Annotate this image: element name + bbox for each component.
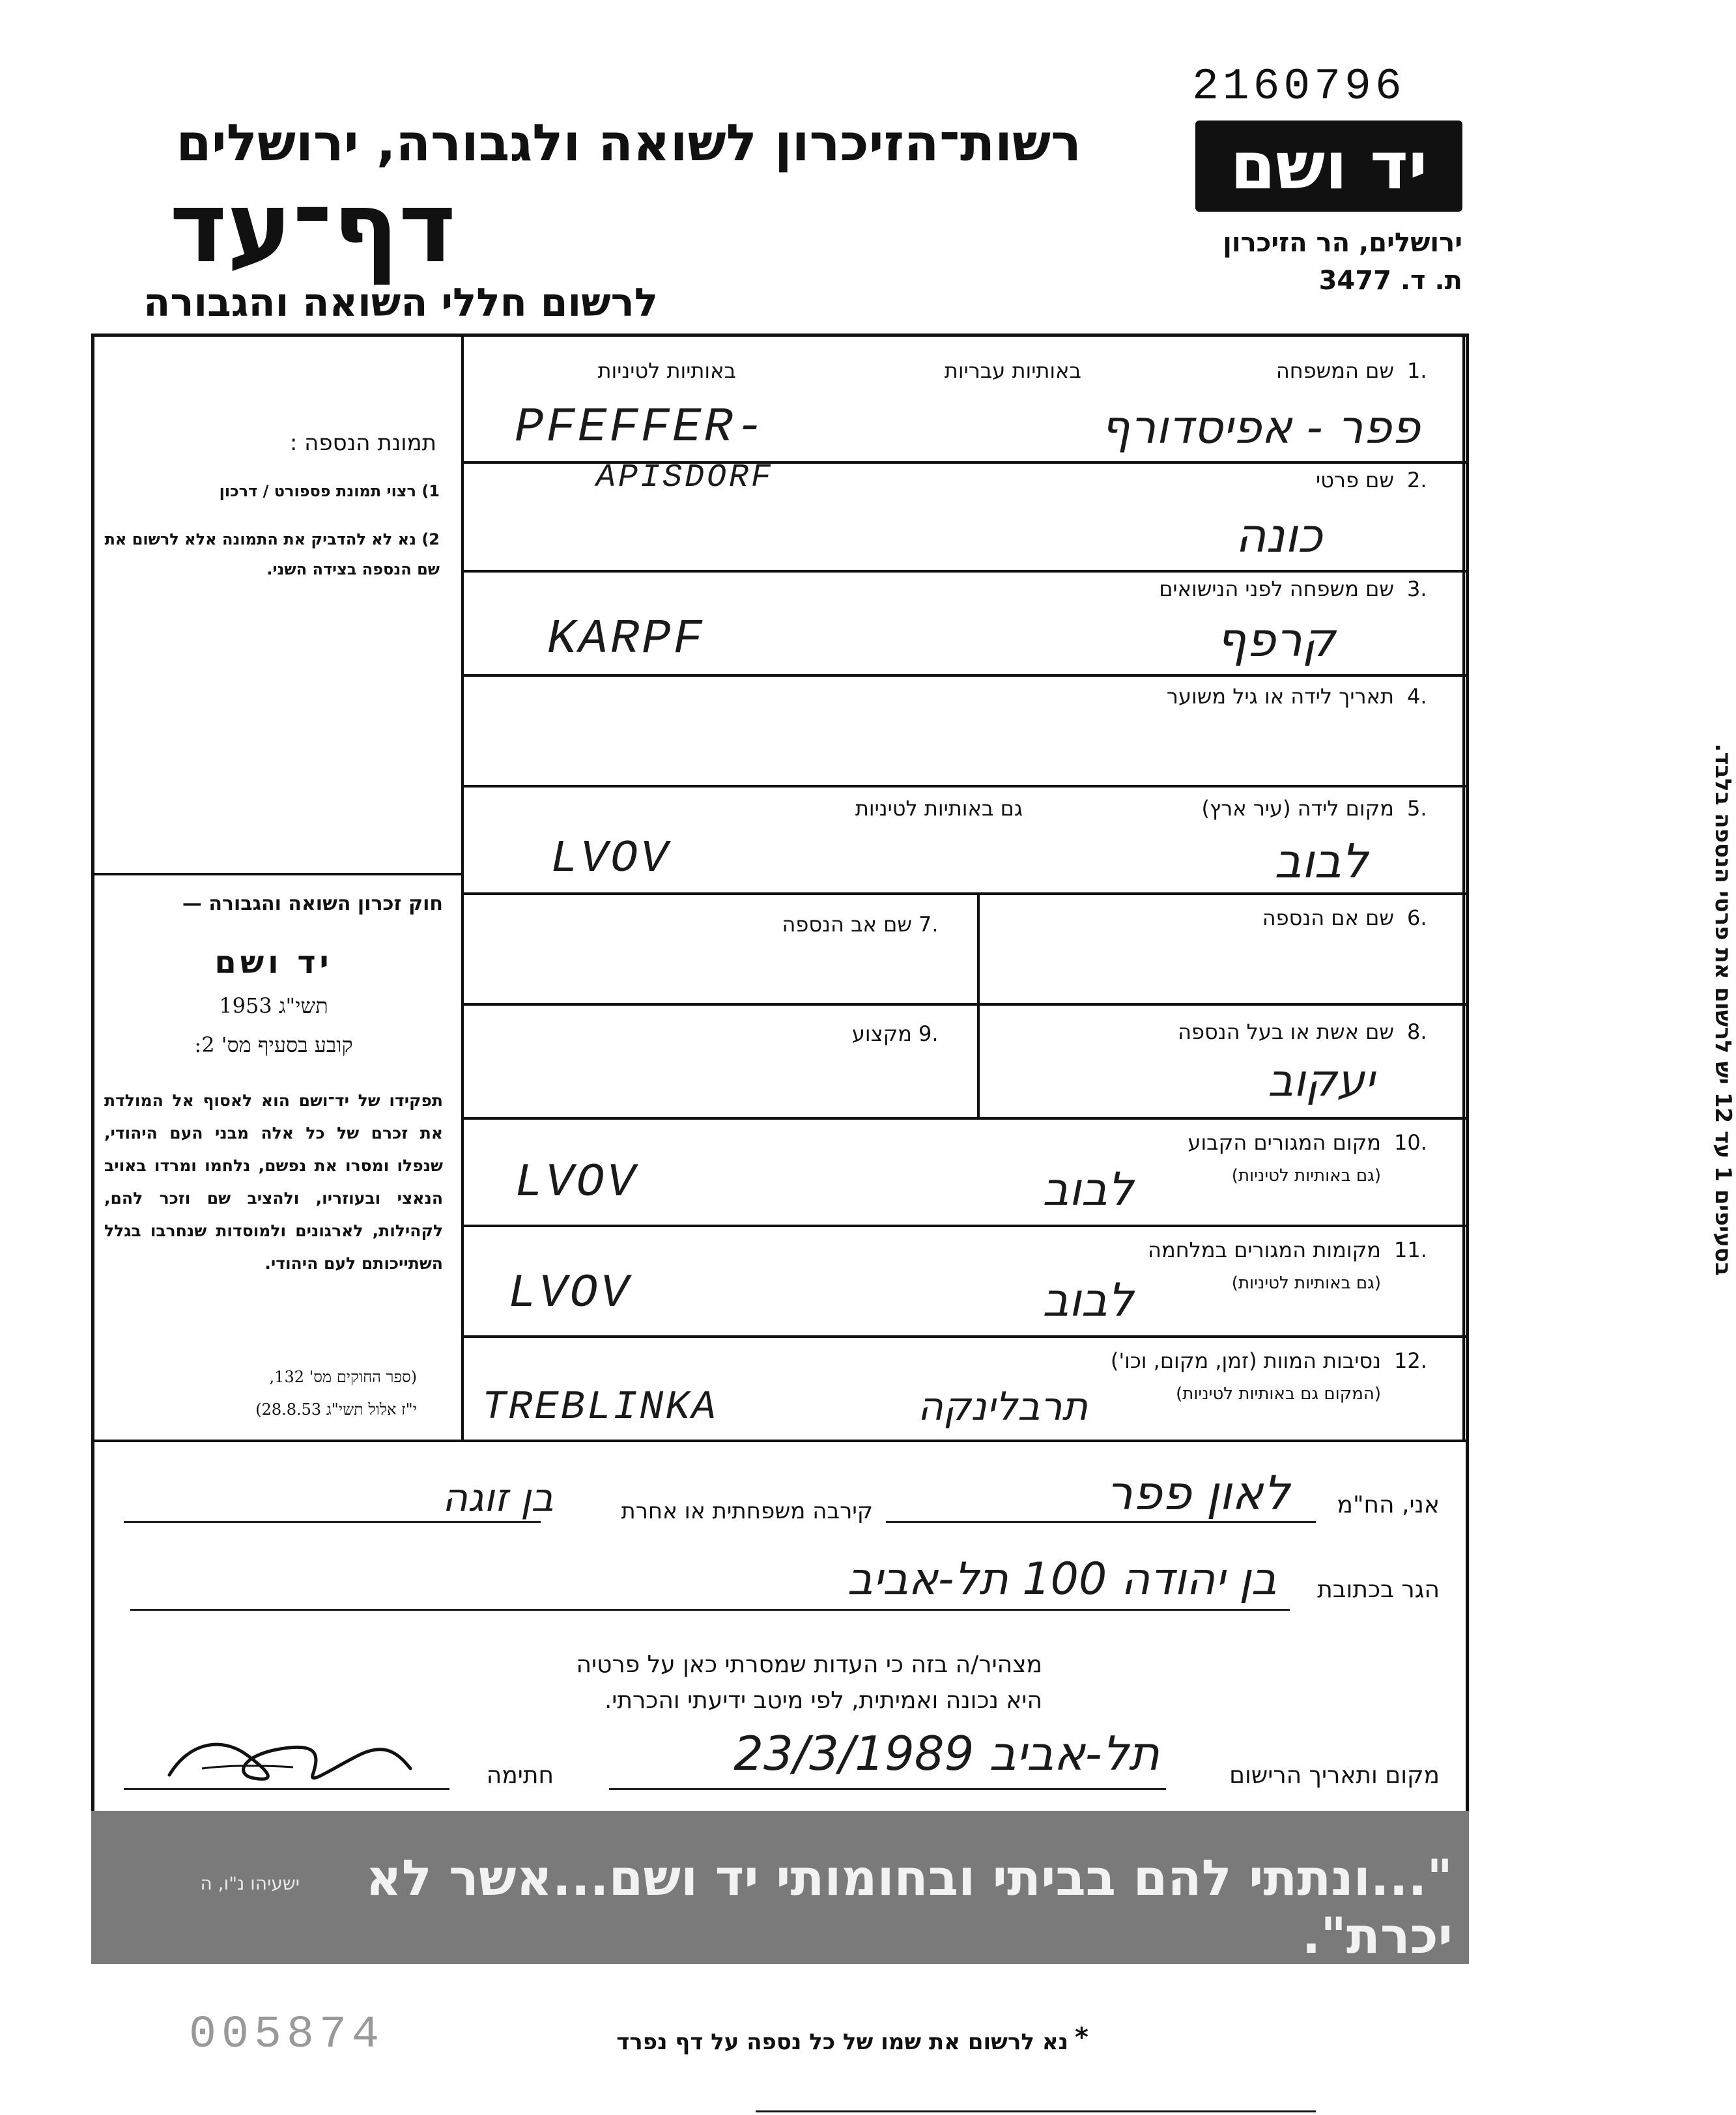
field-8-label: שם אשת או בעל הנספה bbox=[1178, 1019, 1394, 1044]
declarant-label: אני, הח"מ bbox=[1337, 1492, 1440, 1518]
field-1-latin-value: PFEFFER- bbox=[515, 401, 767, 455]
banner-source: ישעיהו נ"ו, ה bbox=[200, 1873, 300, 1894]
photo-law-divider bbox=[91, 873, 462, 875]
field-1-hebrew-header: באותיות עבריות bbox=[944, 358, 1081, 383]
row-split-6-9 bbox=[977, 892, 980, 1117]
field-5-number: 5. bbox=[1407, 796, 1427, 821]
side-note: בסעיפים 1 עד 12 יש לרשום את פרטי הנספה בלבד. bbox=[1710, 743, 1736, 1276]
place-date-value: תל-אביב 23/3/1989 bbox=[733, 1726, 1160, 1781]
field-1-latin-value-2: APISDORF bbox=[596, 459, 774, 496]
banner-quote: "...ונתתי להם בביתי ובחומותי יד ושם...אשר לא יכרת". bbox=[365, 1849, 1453, 1965]
row-sep-5 bbox=[461, 892, 1466, 895]
field-11-label: מקומות המגורים במלחמה bbox=[1148, 1238, 1381, 1262]
field-1-label: שם המשפחה bbox=[1275, 358, 1394, 383]
declarant-name-value: לאון פפר bbox=[1106, 1466, 1290, 1520]
yad-vashem-logo bbox=[1195, 121, 1462, 212]
signature-mark bbox=[163, 1729, 423, 1795]
footer-asterisk: * bbox=[1075, 2023, 1089, 2052]
declarant-name-line bbox=[886, 1521, 1316, 1523]
field-2-hebrew-value: כונה bbox=[1235, 508, 1322, 563]
field-5-latin-header: גם באותיות לטיניות bbox=[855, 796, 1023, 821]
row-sep-4 bbox=[461, 785, 1466, 788]
quote-banner bbox=[91, 1811, 1469, 1964]
row-sep-6 bbox=[461, 1003, 1466, 1006]
field-5-label: מקום לידה (עיר ארץ) bbox=[1201, 796, 1394, 821]
field-1-number: 1. bbox=[1407, 358, 1427, 383]
field-3-latin-value: KARPF bbox=[547, 612, 705, 667]
relation-line bbox=[124, 1521, 541, 1523]
field-11-latin-value: LVOV bbox=[508, 1267, 631, 1320]
document-number: 2160796 bbox=[1192, 62, 1406, 112]
fields-bottom-line bbox=[91, 1440, 1466, 1442]
field-12-latin-value: TREBLINKA bbox=[482, 1384, 718, 1430]
row-sep-2 bbox=[461, 570, 1466, 573]
field-3-number: 3. bbox=[1407, 576, 1427, 601]
law-year: תשי"ג 1953 bbox=[219, 993, 328, 1018]
field-1-hebrew-value: פפר - אפיסדורף bbox=[1101, 401, 1420, 454]
address-line-1: ירושלים, הר הזיכרון bbox=[1223, 228, 1462, 258]
right-inner-line bbox=[1462, 334, 1465, 1441]
field-7-label: שם אב הנספה bbox=[782, 912, 912, 937]
field-4-label: תאריך לידה או גיל משוער bbox=[1166, 684, 1394, 709]
signature-label: חתימה bbox=[486, 1762, 554, 1789]
law-title: חוק זכרון השואה והגבורה — bbox=[182, 892, 443, 915]
field-10-hebrew-value: לבוב bbox=[1042, 1163, 1133, 1216]
field-11-number: 11. bbox=[1394, 1238, 1427, 1262]
field-6-label: שם אם הנספה bbox=[1262, 905, 1394, 930]
footer-note: נא לרשום את שמו של כל נספה על דף נפרד bbox=[616, 2029, 1068, 2055]
address-value: בן יהודה 100 תל-אביב bbox=[847, 1554, 1277, 1605]
field-10-latin-value: LVOV bbox=[515, 1156, 638, 1210]
left-column-divider bbox=[461, 334, 464, 1441]
field-10-sub: (גם באותיות לטיניות) bbox=[1231, 1166, 1381, 1185]
photo-section-title: תמונת הנספה : bbox=[289, 430, 436, 456]
logo-text: יד ושם bbox=[1230, 128, 1428, 204]
law-source-1: (ספר החוקים מס' 132, bbox=[269, 1368, 417, 1386]
place-date-line bbox=[609, 1788, 1166, 1790]
field-11-sub: (גם באותיות לטיניות) bbox=[1231, 1273, 1381, 1293]
address-label: הגר בכתובת bbox=[1317, 1576, 1440, 1603]
declaration-line-2: היא נכונה ואמיתית, לפי מיטב ידיעתי והכרתי. bbox=[604, 1687, 1042, 1714]
relation-value: בן זוגה bbox=[442, 1475, 554, 1521]
field-12-number: 12. bbox=[1394, 1348, 1427, 1373]
field-3-hebrew-value: קרפף bbox=[1216, 612, 1335, 667]
photo-item-1: 1) רצוי תמונת פספורט / דרכון bbox=[219, 482, 440, 500]
law-source-2: י"ז אלול תשי"ג 28.8.53) bbox=[255, 1400, 417, 1419]
address-line-2: ת. ד. 3477 bbox=[1318, 266, 1462, 296]
row-sep-7 bbox=[461, 1117, 1466, 1120]
bottom-fragment-line bbox=[756, 2110, 1316, 2112]
row-sep-3 bbox=[461, 674, 1466, 677]
field-12-label: נסיבות המוות (זמן, מקום, וכו') bbox=[1110, 1348, 1381, 1373]
place-date-label: מקום ותאריך הרישום bbox=[1229, 1762, 1440, 1789]
field-6-number: 6. bbox=[1407, 905, 1427, 930]
row-sep-8 bbox=[461, 1225, 1466, 1227]
field-10-label: מקום המגורים הקבוע bbox=[1188, 1130, 1381, 1155]
form-subtitle: לרשום חללי השואה והגבורה bbox=[143, 280, 658, 326]
field-9-label: מקצוע bbox=[851, 1021, 912, 1046]
field-10-number: 10. bbox=[1394, 1130, 1427, 1155]
photo-item-2: 2) נא לא להדביק את התמונה אלא לרשום את שם הנספה בצידה השני. bbox=[104, 530, 440, 578]
field-4-number: 4. bbox=[1407, 684, 1427, 709]
field-5-latin-value: LVOV bbox=[550, 834, 671, 885]
field-1-latin-header: באותיות לטיניות bbox=[597, 358, 736, 383]
stamp-number: 005874 bbox=[189, 2009, 385, 2061]
field-8-number: 8. bbox=[1407, 1019, 1427, 1044]
field-11-hebrew-value: לבוב bbox=[1042, 1273, 1133, 1327]
declaration-line-1: מצהיר/ה בזה כי העדות שמסרתי כאן על פרטיה bbox=[576, 1651, 1042, 1678]
field-2-number: 2. bbox=[1407, 468, 1427, 492]
field-9-number: 9. bbox=[918, 1021, 939, 1046]
field-7-number: 7. bbox=[918, 912, 939, 937]
field-12-sub: (המקום גם באותיות לטיניות) bbox=[1176, 1384, 1381, 1404]
field-2-label: שם פרטי bbox=[1315, 468, 1394, 492]
law-body: תפקידו של יד־ושם הוא לאסוף אל המולדת את זכרם של כל אלה מבני העם היהודי, שנפלו ומסרו את נפשם, נלחמו ומרדו באויב הנאצי ובעוזריו, ולהציב שם וזכר להם, לקהילות, לארגונים ולמוסדות שנחרבו בגלל השתייכותם לעם היהודי. bbox=[104, 1091, 443, 1273]
law-name: יד ושם bbox=[214, 944, 333, 981]
field-3-label: שם משפחה לפני הנישואים bbox=[1159, 576, 1394, 601]
address-line bbox=[130, 1609, 1290, 1611]
field-8-hebrew-value: יעקוב bbox=[1268, 1055, 1374, 1107]
relation-label: קירבה משפחתית או אחרת bbox=[621, 1498, 873, 1524]
form-title: דף־עד bbox=[169, 171, 456, 285]
field-5-hebrew-value: לבוב bbox=[1274, 834, 1368, 888]
authority-title: רשות־הזיכרון לשואה ולגבורה, ירושלים bbox=[176, 114, 1081, 173]
field-12-hebrew-value: תרבלינקה bbox=[917, 1384, 1088, 1430]
row-sep-9 bbox=[461, 1335, 1466, 1338]
law-clause: קובע בסעיף מס' 2: bbox=[194, 1032, 353, 1057]
